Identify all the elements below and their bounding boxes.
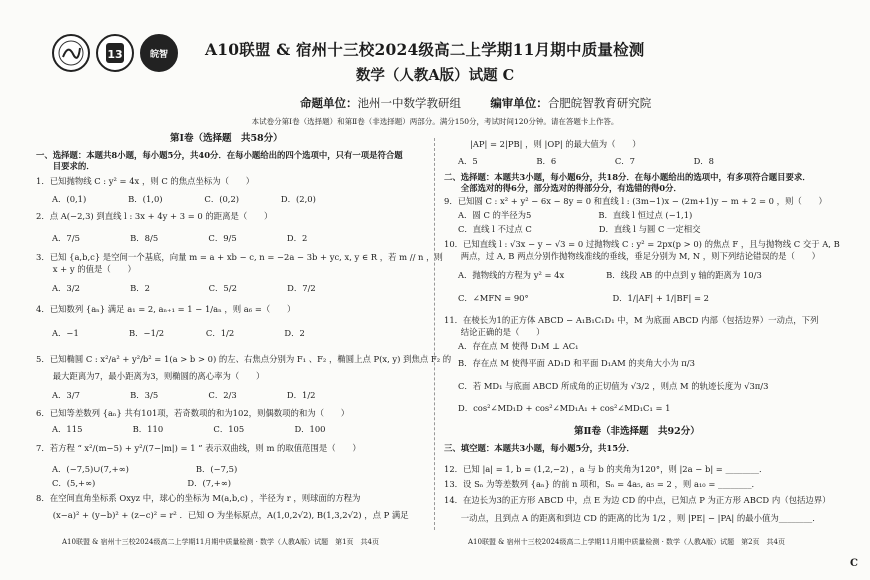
logo3-text: 皖智 (149, 49, 168, 60)
q8-stem: 8．在空间直角坐标系 Oxyz 中，球心的坐标为 M(a,b,c) ，半径为 r ，则球面的方程为 (36, 493, 361, 503)
footer-left: A10联盟 & 宿州十三校2024级高二上学期11月期中质量检测 · 数学（人教A版）试题 第1页 共4页 (62, 538, 380, 546)
q11-option-b: B．存在点 M 使得平面 AD₁D 和平面 D₁AM 的夹角大小为 π/3 (458, 358, 695, 368)
right-line-2: 二、选择题：本题共3小题，每小题6分，共18分．在每小题给出的选项中，有多项符合题目要求． (444, 172, 811, 182)
q14-stem: 14．在边长为3的正方形 ABCD 中，点 E 为边 CD 的中点，已知点 P 为正方形 ABCD 内（包括边界） (444, 495, 831, 505)
left-line-1: 目要求的． (36, 161, 95, 171)
q2-options: A．7/5 B．8/5 C．9/5 D．2 (52, 233, 308, 243)
left-line-0: 一、选择题：本题共8小题，每小题5分，共40分．在每小题给出的四个选项中，只有一项是符合题 (36, 150, 403, 160)
right-line-3: 全部选对的得6分，部分选对的得部分分，有选错的得0分． (444, 183, 682, 193)
svg-text:13: 13 (107, 48, 123, 61)
q1-options: A．(0,1) B．(1,0) C．(0,2) D．(2,0) (52, 194, 316, 204)
part2-title: 第Ⅱ卷（非选择题 共92分） (574, 426, 700, 437)
q10-options-ab: A．抛物线的方程为 y² = 4x B．线段 AB 的中点到 y 轴的距离为 10/3 (458, 270, 762, 280)
author-value: 池州一中数学教研组 (357, 96, 461, 110)
q4-stem: 4．已知数列 {aₙ} 满足 a₁ = 2, aₙ₊₁ = 1 − 1/aₙ ，则 a₆ =（ ） (36, 304, 296, 314)
q10-stem-cont: 两点，过 A, B 两点分别作抛物线准线的垂线，垂足分别为 M, N ，则下列结论错误的是（ ） (444, 251, 821, 261)
fill-in-header: 三、填空题：本题共3小题，每小题5分，共15分． (444, 443, 635, 453)
q10-options-cd: C．∠MFN = 90° D．1/|AF| + 1/|BF| = 2 (458, 293, 709, 303)
q6-stem: 6．已知等差数列 {aₙ} 共有101项，若奇数项的和为102，则偶数项的和为（ ） (36, 408, 350, 418)
reviewer-value: 合肥皖智教育研究院 (547, 96, 652, 110)
q10-stem: 10．已知直线 l : √3x − y − √3 = 0 过抛物线 C : y² = 2px(p > 0) 的焦点 F ，且与抛物线 C 交于 A, B (444, 239, 840, 249)
q8-stem-end: |AP| = 2|PB| ，则 |OP| 的最大值为（ ） (470, 139, 641, 149)
q14-stem-cont: 一动点，且到点 A 的距离和到边 CD 的距离的比为 1/2 ，则 |PE| − |PA| 的最小值为________． (444, 513, 821, 523)
q11-stem-cont: 结论正确的是（ ） (444, 327, 545, 337)
q12: 12．已知 |a| = 1, b = (1,2,−2) ，a 与 b 的夹角为120°，则 |2a − b| = ________． (444, 464, 768, 474)
q4-options: A．−1 B．−1/2 C．1/2 D．2 (52, 328, 305, 338)
exam-subtitle: 数学（人教A版）试题 C (355, 67, 515, 84)
paper-version-mark: C (850, 558, 858, 569)
author-label: 命题单位： (300, 96, 358, 110)
right-column (434, 0, 870, 580)
q9-options-cd: C．直线 l 不过点 C D．直线 l 与圆 C 一定相交 (458, 224, 701, 234)
q5-stem: 5．已知椭圆 C : x²/a² + y²/b² = 1(a > b > 0) 的左、右焦点分别为 F₁ 、F₂ ，椭圆上点 P(x, y) 到焦点 F₂ 的 (36, 354, 452, 364)
footer-right: A10联盟 & 宿州十三校2024级高二上学期11月期中质量检测 · 数学（人教A版）试题 第2页 共4页 (468, 538, 786, 546)
part1-title: 第Ⅰ卷（选择题 共58分） (170, 133, 283, 144)
exam-title: A10联盟 & 宿州十三校2024级高二上学期11月期中质量检测 (205, 40, 645, 59)
q8-stem-cont: (x−a)² + (y−b)² + (z−c)² = r² ．已知 O 为坐标原点，A(1,0,2√2), B(1,3,2√2) ，点 P 满足 (36, 510, 409, 520)
q11-option-c: C．若 MD₁ 与底面 ABCD 所成角的正切值为 √3/2 ，则点 M 的轨迹长度为 √3π/3 (458, 381, 769, 391)
exam-note: 本试卷分第Ⅰ卷（选择题）和第Ⅱ卷（非选择题）两部分。满分150分，考试时间120分钟。请在答题卡上作答。 (251, 117, 619, 126)
q3-options: A．3/2 B．2 C．5/2 D．7/2 (52, 283, 316, 293)
q7-options-cd: C．(5,+∞) D．(7,+∞) (52, 478, 232, 488)
q3-stem: 3．已知 {a,b,c} 是空间一个基底，向量 m = a + xb − c, n = −2a − 3b + yc, x, y ∈ R ，若 m // n ，则 (36, 252, 443, 262)
q7-stem: 7．若方程 “ x²/(m−5) + y²/(7−|m|) = 1 ” 表示双曲线，则 m 的取值范围是（ ） (36, 443, 361, 453)
q3-stem-cont: x + y 的值是（ ） (36, 264, 136, 274)
q7-options-ab: A．(−7,5)∪(7,+∞) B．(−7,5) (52, 464, 238, 474)
q8-options: A．5 B．6 C．7 D．8 (458, 156, 715, 166)
q5-stem-cont: 最大距离为7，最小距离为3，则椭圆的离心率为（ ） (36, 371, 265, 381)
q1-stem: 1．已知抛物线 C : y² = 4x ，则 C 的焦点坐标为（ ） (36, 176, 255, 186)
q5-options: A．3/7 B．3/5 C．2/3 D．1/2 (52, 390, 316, 400)
q11-option-a: A．存在点 M 使得 D₁M ⊥ AC₁ (458, 341, 579, 351)
q11-stem: 11．在棱长为1的正方体 ABCD − A₁B₁C₁D₁ 中，M 为底面 ABCD 内部（包括边界）一动点，下列 (444, 315, 819, 325)
q11-option-d: D．cos²∠MD₁D + cos²∠MD₁A₁ + cos²∠MD₁C₁ = 1 (458, 403, 671, 413)
q6-options: A．115 B．110 C．105 D．100 (52, 424, 326, 434)
q2-stem: 2．点 A(−2,3) 到直线 l : 3x + 4y + 3 = 0 的距离是（ ） (36, 211, 273, 221)
q13: 13．设 Sₙ 为等差数列 {aₙ} 的前 n 项和，Sₙ = 4a₅, a₅ = 2 ，则 a₁₀ = ________． (444, 479, 760, 489)
q9-stem: 9．已知圆 C : x² + y² − 6x − 8y = 0 和直线 l : (3m−1)x − (2m+1)y − m + 2 = 0 ，则（ ） (444, 196, 827, 206)
q9-options-ab: A．圆 C 的半径为5 B．直线 l 恒过点 (−1,1) (458, 210, 693, 220)
reviewer-label: 编审单位： (490, 96, 548, 110)
